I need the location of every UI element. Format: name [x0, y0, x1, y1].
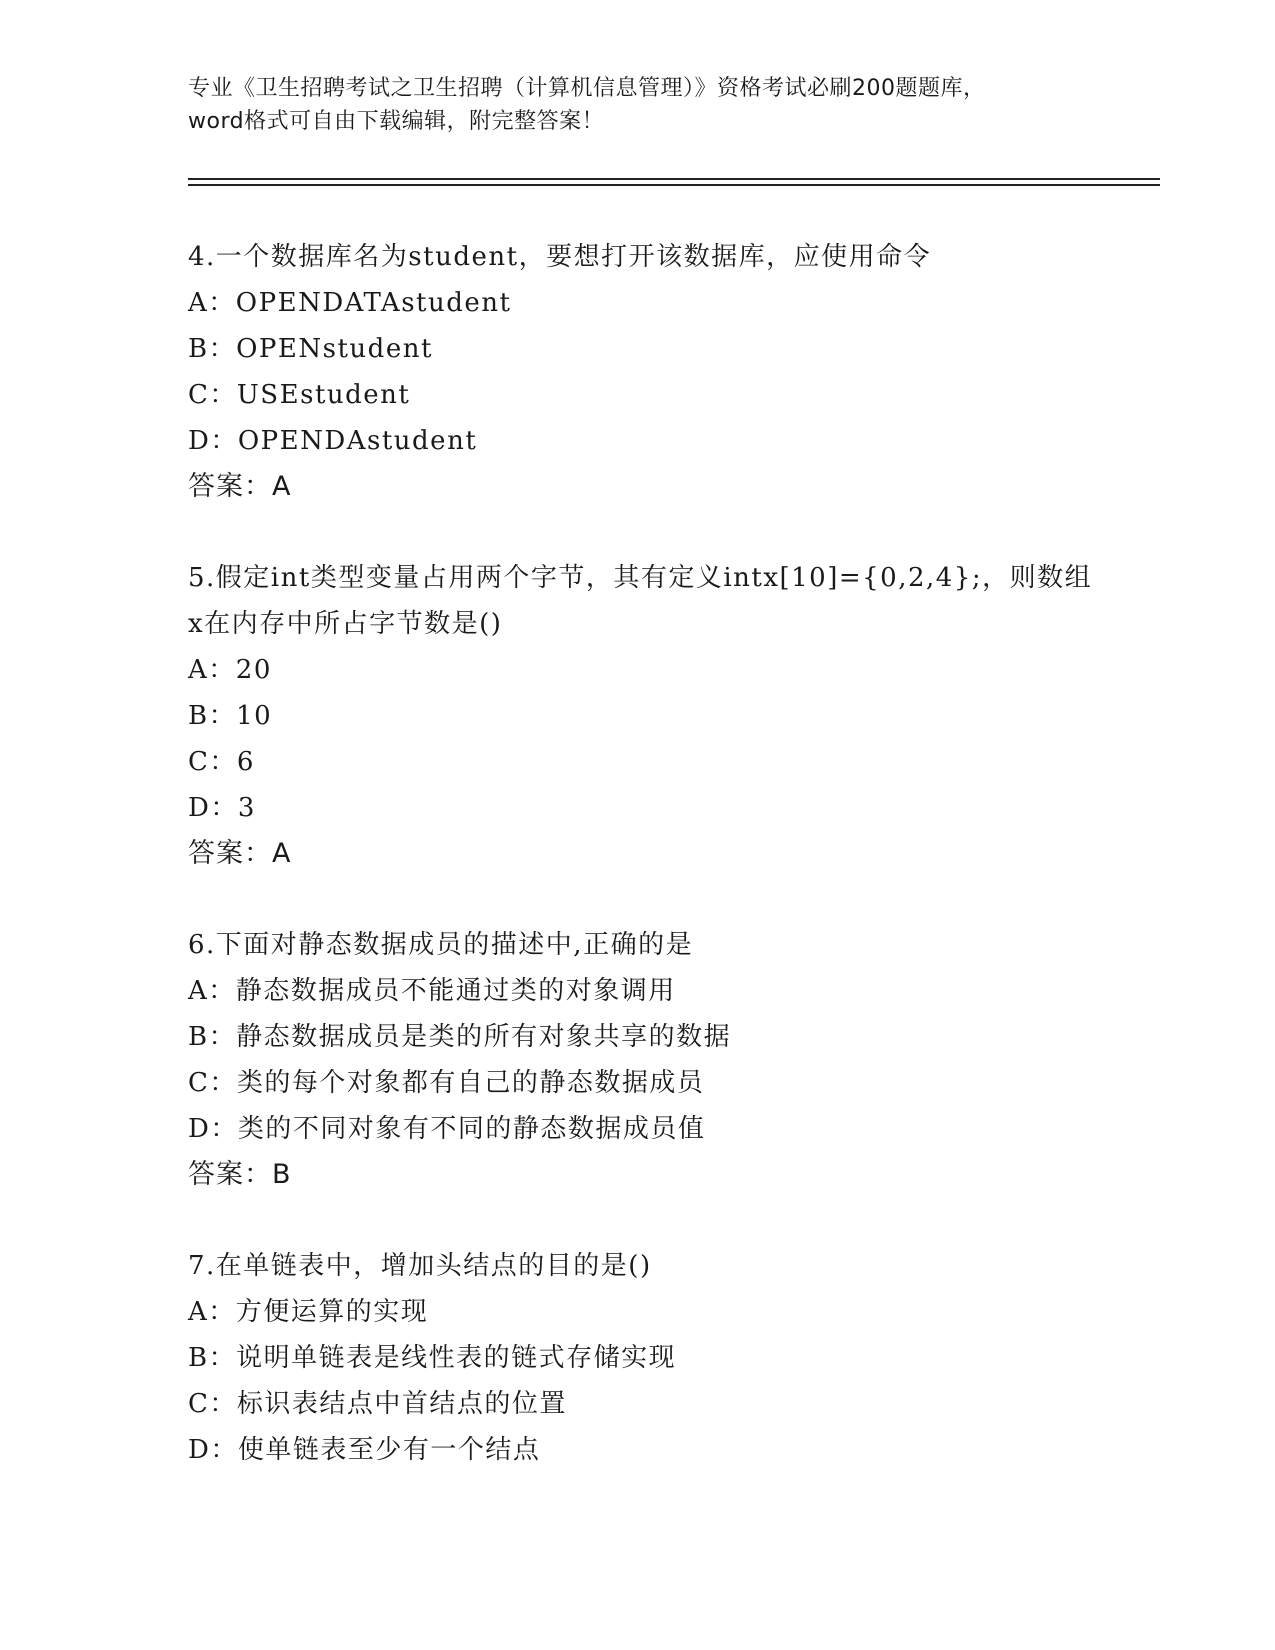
option-d: D：3: [188, 793, 256, 823]
answer-label: 答案：A: [188, 838, 292, 869]
question-stem: 6.下面对静态数据成员的描述中,正确的是: [188, 930, 694, 960]
option-d: D：类的不同对象有不同的静态数据成员值: [188, 1114, 706, 1144]
option-b: B：说明单链表是线性表的链式存储实现: [188, 1343, 677, 1373]
option-a: A：20: [188, 655, 272, 685]
question-stem: 7.在单链表中，增加头结点的目的是(): [188, 1251, 652, 1281]
question-5: [188, 555, 1108, 877]
option-b: B：OPENstudent: [188, 334, 433, 364]
option-a: A：OPENDATAstudent: [188, 288, 512, 318]
option-d: D：使单链表至少有一个结点: [188, 1435, 541, 1465]
question-7: [188, 1243, 1108, 1473]
question-stem: 4.一个数据库名为student，要想打开该数据库，应使用命令: [188, 242, 932, 272]
question-stem: 5.假定int类型变量占用两个字节，其有定义intx[10]={0,2,4};，则数组x在内存中所占字节数是(): [188, 563, 1093, 639]
header-divider-bottom: [188, 184, 1160, 186]
header-line-1: 专业《卫生招聘考试之卫生招聘（计算机信息管理）》资格考试必刷200题题库，: [188, 76, 986, 101]
header-line-2: word格式可自由下载编辑，附完整答案！: [188, 109, 605, 134]
option-b: B：静态数据成员是类的所有对象共享的数据: [188, 1022, 732, 1052]
header-divider-top: [188, 178, 1160, 180]
question-list: [188, 234, 1108, 1518]
option-a: A：静态数据成员不能通过类的对象调用: [188, 976, 676, 1006]
option-a: A：方便运算的实现: [188, 1297, 429, 1327]
option-c: C：类的每个对象都有自己的静态数据成员: [188, 1068, 705, 1098]
option-b: B：10: [188, 701, 273, 731]
option-d: D：OPENDAstudent: [188, 426, 478, 456]
answer-label: 答案：A: [188, 471, 292, 502]
question-4: [188, 234, 1108, 510]
question-6: [188, 922, 1108, 1198]
option-c: C：标识表结点中首结点的位置: [188, 1389, 567, 1419]
answer-label: 答案：B: [188, 1159, 292, 1190]
option-c: C：USEstudent: [188, 380, 411, 410]
document-header: [188, 72, 1088, 138]
option-c: C：6: [188, 747, 255, 777]
